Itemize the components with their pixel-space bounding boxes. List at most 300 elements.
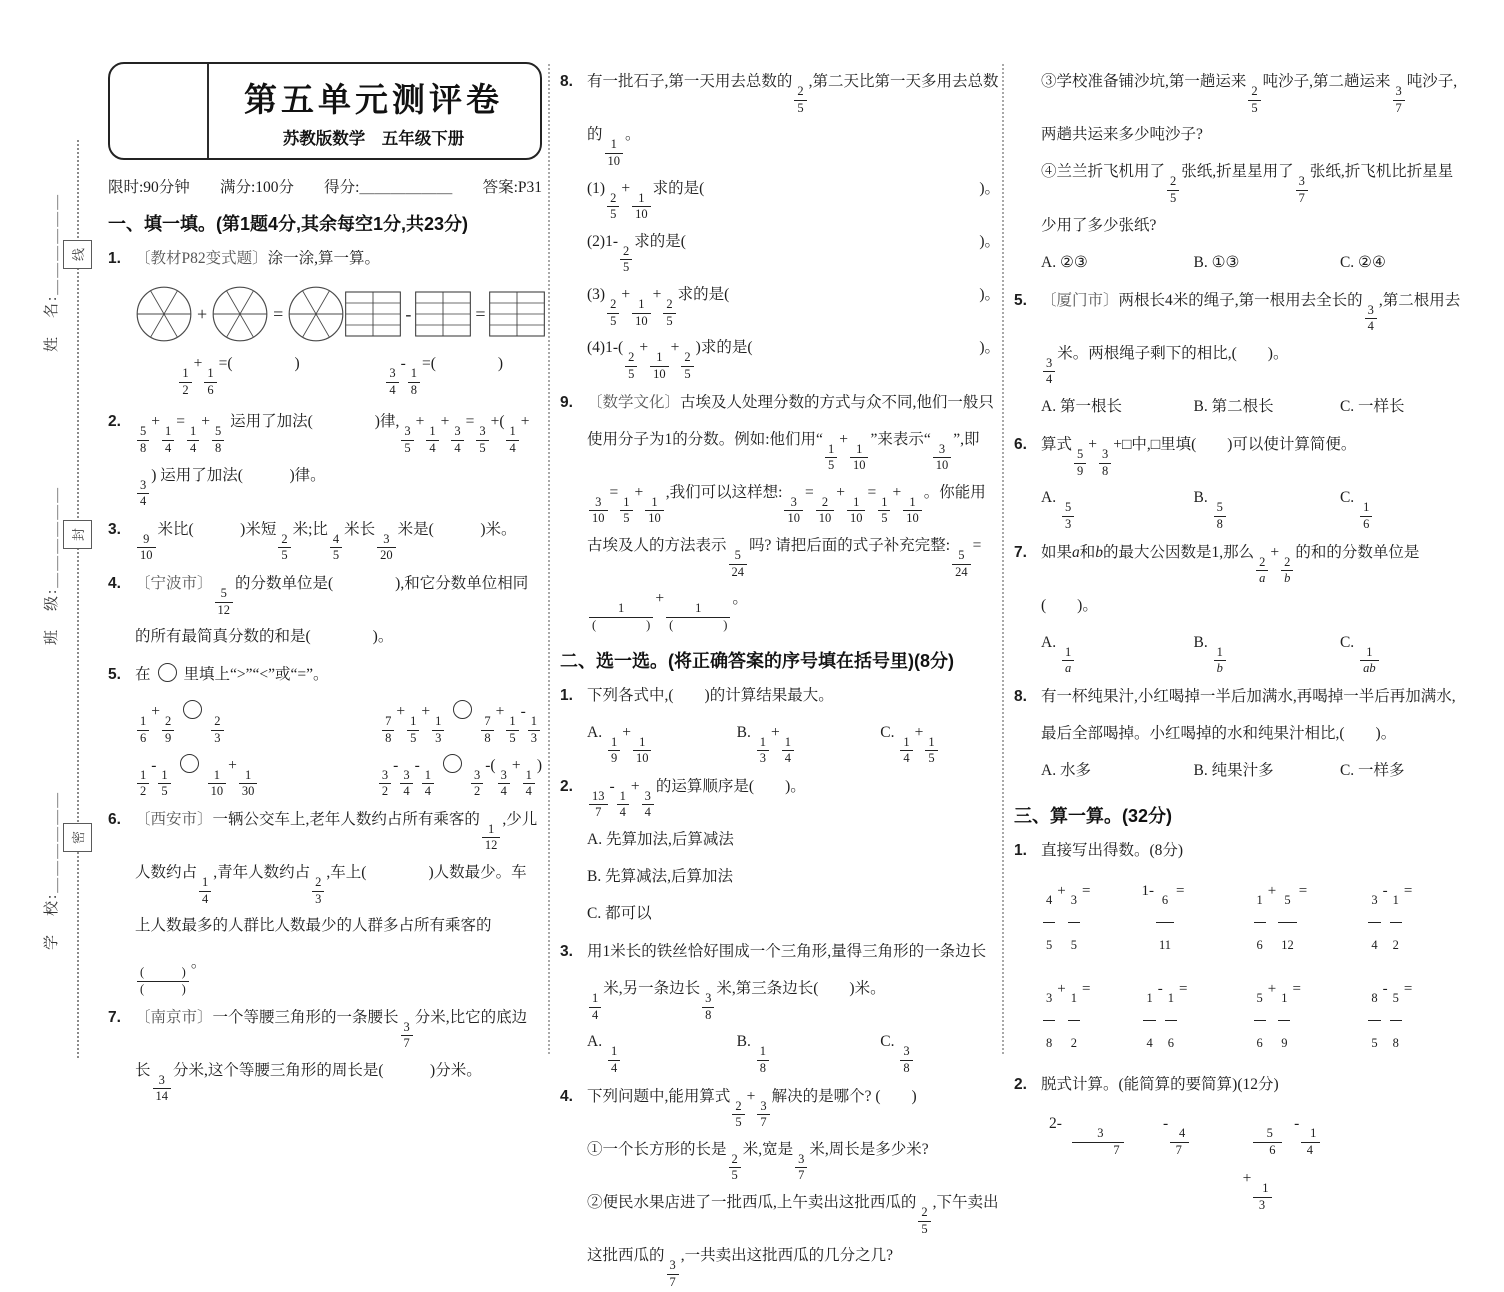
question-text: $\frac{13}{7}$ - $\frac{1}{4}$ + $\frac{3}{4}$ 的运算顺序是( )。 [587,768,1000,821]
question-number: 1. [1014,842,1027,859]
choice-question-3 [560,933,1000,1077]
fraction: $\frac{3}{4}$ [1043,356,1055,388]
question-source: 〔厦门市〕 [1041,291,1119,309]
fraction: $\frac{1}{4}$ [589,991,601,1023]
fraction: $\frac{1}{6}$ [1165,976,1177,1065]
option-c: C. $\frac{3}{8}$ [880,1023,1000,1076]
equals-sign: = [273,303,284,324]
choice-question-4 [560,1078,1000,1291]
calc-item: 1- $\frac{6}{11}$ = [1141,869,1251,967]
options-row [1041,624,1462,677]
fraction: $\frac{1}{4}$ [422,768,434,800]
question-1 [108,240,542,402]
choice-question-1 [560,677,1000,767]
question-text: $\frac{9}{10}$ 米比( )米短 $\frac{2}{5}$ 米;比 $\frac{4}{5}$ 米长 $\frac{3}{20}$ 米是( )米。 [135,511,542,564]
fraction: $\frac{1}{5}$ [878,495,890,527]
time-limit: 限时:90分钟 [108,179,190,196]
fraction: $\frac{2}{b}$ [1281,555,1293,587]
fraction: $\frac{1}{4}$ [506,424,518,456]
column-2 [560,62,1000,1292]
student-school-label: 学 校:＿＿＿＿＿＿ [44,790,60,950]
fraction: $\frac{3}{8}$ [1099,447,1111,479]
fraction: $\frac{1}{2}$ [1068,976,1080,1065]
choice-question-8 [1014,678,1462,789]
fraction: $\frac{3}{7}$ [667,1258,679,1290]
fraction: $\frac{1}{10}$ [633,735,652,767]
fraction: $\frac{7}{8}$ [382,714,394,746]
fraction: $\frac{3}{2}$ [471,768,483,800]
answer-page: 答案:P31 [482,179,542,196]
question-2 [108,403,542,510]
seal-box-feng [63,520,92,549]
question-number: 9. [560,393,573,411]
fraction: $\frac{2}{5}$ [794,84,806,116]
choice-question-4-continued [1014,63,1462,281]
seal-box-xian [63,240,92,269]
fraction: $\frac{5}{8}$ [137,424,149,456]
calc-question-2 [1014,1066,1462,1214]
blank-close: )。 [979,232,1000,250]
question-text: 直接写出得数。(8分) [1041,842,1184,859]
fraction: $\frac{5}{12}$ [1278,878,1297,967]
fraction: $\frac{1}{b}$ [1214,645,1226,677]
comparison-expression: $\frac{1}{2}$ - $\frac{1}{5}$ $\frac{1}{10}$ + $\frac{1}{30}$ [135,747,259,800]
comparison-circle [183,700,202,719]
sub-option-2: ②便民水果店进了一批西瓜,上午卖出这批西瓜的 $\frac{2}{5}$ ,下午卖出这批西瓜的 $\frac{3}{7}$ ,一共卖出这批西瓜的几分之几? [587,1194,999,1289]
fraction: $\frac{1}{( )}$ [589,601,653,633]
question-text: 古埃及人处理分数的方式与众不同,他们一般只使用分子为1的分数。例如:他们用“ $\frac{1}{5}$ + $\frac{1}{10}$ ”来表示“ $\frac{3}{10}$ ”,即 $\frac{3}{10}$ = $\frac{1}{5}$ + $\frac{1}{10}$ ,我们可以这样想: $\frac{3}{10}$ = $\frac{2}{10}$ + $\frac{1}{10}$ = $\frac{1}{5}$ + $\frac{1}{10}$ 。你能用古埃及人的方法表示 $\frac{5}{24}$ 吗? 请把后面的式子补充完整: $\frac{5}{24}$ = $\frac{1}{( )}$ + $\frac{1}{( )}$ 。 [587,393,994,632]
fraction: $\frac{3}{5}$ [401,424,413,456]
calc-item: $\frac{5}{6}$ - $\frac{1}{4}$ + $\frac{1}{3}$ [1243,1103,1329,1214]
options-row [1041,479,1462,532]
question-number: 5. [1014,291,1027,309]
question-3 [108,511,542,564]
fraction: $\frac{5}{3}$ [1062,500,1074,532]
question-text: 如果a和b的最大公因数是1,那么 $\frac{2}{a}$ + $\frac{2}{b}$ 的和的分数单位是( )。 [1041,543,1420,614]
fraction-grid-diagram [415,291,471,337]
fraction: $\frac{5}{6}$ [1254,976,1266,1065]
question-source: 〔南京市〕 [135,1008,213,1026]
option-b: B. $\frac{1}{3}$ + $\frac{1}{4}$ [737,714,881,767]
fraction: $\frac{2}{10}$ [816,495,835,527]
exam-info-row [108,175,542,197]
direct-calc-grid [1041,869,1462,1065]
fraction: $\frac{3}{8}$ [1043,976,1055,1065]
question-4 [108,565,542,655]
blank-close: )。 [979,339,1000,357]
fraction: $\frac{1}{3}$ [1253,1181,1270,1213]
option-c: C. ②④ [1339,253,1386,271]
fraction: $\frac{1}{10}$ [847,495,866,527]
question-number: 8. [1014,688,1027,705]
comparison-expression: $\frac{3}{2}$ - $\frac{3}{4}$ - $\frac{1}{4}$ $\frac{3}{2}$ -( $\frac{3}{4}$ + $\frac{1}{4}$ ) [377,747,542,800]
fraction: $\frac{1}{6}$ [1360,500,1372,532]
question-7 [108,999,542,1106]
question-number: 8. [560,73,573,90]
fraction: $\frac{4}{5}$ [330,532,342,564]
fraction: $\frac{3}{4}$ [642,789,654,821]
fraction: $\frac{8}{5}$ [1368,976,1380,1065]
student-name-label: 姓 名:＿＿＿＿＿＿ [44,192,60,352]
fraction: $\frac{3}{7}$ [795,1152,807,1184]
fraction: $\frac{3}{10}$ [589,495,608,527]
fraction: $\frac{3}{5}$ [476,424,488,456]
fraction: $\frac{1}{4}$ [900,735,912,767]
fraction: $\frac{1}{30}$ [239,768,258,800]
option-a: A. 先算加法,后算减法 [587,831,734,848]
fraction: $\frac{3}{7}$ [1064,1126,1161,1158]
fraction: $\frac{1}{6}$ [1254,878,1266,967]
fraction: $\frac{1}{12}$ [482,822,501,854]
fraction: $\frac{1}{4}$ [1301,1126,1318,1158]
option-b: B. 纯果汁多 [1193,762,1274,779]
fraction: $\frac{1}{6}$ [137,714,149,746]
calc-item: $\frac{8}{5}$ - $\frac{5}{8}$ = [1366,967,1462,1065]
comparison-circle [158,663,177,682]
sub-question-text: (1) $\frac{2}{5}$ + $\frac{1}{10}$ 求的是( [587,179,705,222]
fraction: $\frac{3}{4}$ [1368,878,1380,967]
fraction: $\frac{1}{4}$ [1143,976,1155,1065]
column-1 [108,62,542,1106]
question-number: 1. [560,686,573,704]
sub-question [587,329,1000,382]
question-text: $\frac{5}{8}$ + $\frac{1}{4}$ = $\frac{1}{4}$ + $\frac{5}{8}$ 运用了加法( )律, $\frac{3}{5}$ + $\frac{1}{4}$ + $\frac{3}{4}$ = $\frac{3}{5}$ +( $\frac{1}{4}$ + $\frac{3}{4}$ ) 运用了加法( )律。 [135,403,542,510]
option-b: B. $\frac{1}{8}$ [737,1023,881,1076]
fraction: $\frac{2}{5}$ [625,350,637,382]
fraction-circle-diagram [211,285,269,343]
fraction: $\frac{3}{14}$ [153,1073,172,1105]
calc-item: $\frac{4}{5}$ + $\frac{3}{5}$ = [1041,869,1141,967]
minus-sign: - [405,303,412,324]
fraction: $\frac{1}{4}$ [523,768,535,800]
question-text: 算式 $\frac{5}{9}$ + $\frac{3}{8}$ +□中,□里填( )可以使计算简便。 [1041,436,1357,478]
fraction: $\frac{5}{24}$ [952,548,971,580]
fraction-diagrams [135,285,545,343]
fraction: $\frac{6}{11}$ [1156,878,1174,967]
options-row [587,1023,1000,1076]
score-blank: 得分:＿＿＿＿＿＿ [324,179,453,196]
fraction: $\frac{3}{4}$ [498,768,510,800]
fraction: $\frac{5}{24}$ [729,548,748,580]
fraction: $\frac{1}{4}$ [187,424,199,456]
fraction: $\frac{2}{5}$ [607,297,619,329]
question-source: 〔西安市〕 [135,810,213,828]
question-text: 在 里填上“>”“<”或“=”。 [135,656,542,693]
equation-blank: $\frac{3}{4}$ - $\frac{1}{8}$ =( ) [384,345,503,398]
fraction: $\frac{1}{2}$ [137,768,149,800]
comparison-circle [453,700,472,719]
fraction: $\frac{1}{5}$ [620,495,632,527]
fraction: $\frac{2}{5}$ [663,297,675,329]
fraction: $\frac{1}{10}$ [208,768,227,800]
paper-title: 第五单元测评卷 [244,80,503,118]
fraction: $\frac{3}{8}$ [900,1044,912,1076]
fraction: $\frac{2}{5}$ [918,1205,930,1237]
question-text: 有一杯纯果汁,小红喝掉一半后加满水,再喝掉一半后再加满水,最后全部喝掉。小红喝掉的水和纯果汁相比,( )。 [1041,688,1456,742]
comparison-expression: $\frac{1}{6}$ + $\frac{2}{9}$ $\frac{2}{3}$ [135,693,226,746]
option-c: C. $\frac{1}{6}$ [1340,479,1462,532]
comparison-circle [443,754,462,773]
seal-char: 线 [70,247,86,262]
fraction-circle-diagram [287,285,345,343]
section-3-heading: 三、算一算。(32分) [1014,806,1173,826]
fraction: $\frac{1}{2}$ [1390,878,1402,967]
choice-question-7 [1014,534,1462,678]
blank-close: )。 [979,179,1000,197]
question-9 [560,384,1000,634]
fraction: $\frac{3}{8}$ [702,991,714,1023]
fraction: $\frac{3}{4}$ [400,768,412,800]
options-row [587,714,1000,767]
question-6 [108,801,542,998]
calc-item: $\frac{1}{6}$ + $\frac{5}{12}$ = [1252,869,1367,967]
option-c: C. $\frac{1}{4}$ + $\frac{1}{5}$ [880,714,1000,767]
question-source: 〔数学文化〕 [587,393,681,411]
fraction: $\frac{1}{4}$ [608,1044,620,1076]
fraction-grid-diagram [489,291,545,337]
fraction: $\frac{2}{3}$ [211,714,223,746]
score-cell-divider [207,64,209,158]
section-2-heading: 二、选一选。(将正确答案的序号填在括号里)(8分) [560,650,954,671]
question-number: 6. [108,810,121,828]
fraction: $\frac{5}{8}$ [212,424,224,456]
fraction: $\frac{( )}{( )}$ [137,965,189,997]
calc-item: $\frac{1}{4}$ - $\frac{1}{6}$ = [1141,967,1251,1065]
fraction: $\frac{2}{5}$ [1248,84,1260,116]
question-number: 6. [1014,436,1027,453]
question-number: 4. [108,575,121,592]
fraction: $\frac{1}{3}$ [432,714,444,746]
fraction: $\frac{1}{10}$ [632,191,651,223]
fraction: $\frac{1}{9}$ [1278,976,1290,1065]
option-a: A. ②③ [1041,253,1088,271]
sub-option-3: ③学校准备铺沙坑,第一趟运来 $\frac{2}{5}$ 吨沙子,第二趟运来 $\frac{3}{7}$ 吨沙子,两趟共运来多少吨沙子? [1041,73,1458,144]
question-text: 一辆公交车上,老年人数约占所有乘客的 $\frac{1}{12}$ ,少儿人数约占 $\frac{1}{4}$ ,青年人数约占 $\frac{2}{3}$ ,车上( )人数最少。车上人数最多的人群比人数最少的人群多占所有乘客的 $\frac{( )}{( )}$ 。 [135,810,538,996]
fraction: $\frac{3}{7}$ [401,1020,413,1052]
fraction: $\frac{1}{10}$ [850,442,869,474]
sub-option-4: ④兰兰折飞机用了 $\frac{2}{5}$ 张纸,折星星用了 $\frac{3}{7}$ 张纸,折飞机比折星星少用了多少张纸? [1041,163,1454,234]
comparison-circle [180,754,199,773]
options-row [1041,244,1462,281]
question-text: 有一批石子,第一天用去总数的 $\frac{2}{5}$ ,第二天比第一天多用去总数的 $\frac{1}{10}$ 。 [587,73,999,168]
fraction: $\frac{1}{10}$ [605,137,624,169]
title-box [108,62,542,160]
fraction: $\frac{1}{10}$ [645,495,664,527]
sub-question-text: (4)1-( $\frac{2}{5}$ + $\frac{1}{10}$ + $\frac{2}{5}$ )求的是( [587,339,753,381]
fraction: $\frac{4}{5}$ [1043,878,1055,967]
fraction: $\frac{1}{10}$ [903,495,922,527]
fraction: $\frac{5}{9}$ [1074,447,1086,479]
option-a: A. $\frac{1}{4}$ [587,1023,737,1076]
question-number: 5. [108,666,121,684]
seal-fold-dotted-line [77,140,79,1058]
full-score: 满分:100分 [219,179,294,196]
calc-item: $\frac{3}{8}$ + $\frac{1}{2}$ = [1041,967,1141,1065]
plus-sign: + [197,303,208,324]
fraction: $\frac{2}{5}$ [1167,174,1179,206]
fraction: $\frac{13}{7}$ [589,789,608,821]
fraction: $\frac{3}{4}$ [137,478,149,510]
option-a: A. $\frac{1}{a}$ [1041,624,1194,677]
fraction: $\frac{1}{8}$ [757,1044,769,1076]
question-text: 用1米长的铁丝恰好围成一个三角形,量得三角形的一条边长 $\frac{1}{4}$ 米,另一条边长 $\frac{3}{8}$ 米,第三条边长( )米。 [587,943,987,1022]
question-source: 〔教材P82变式题〕 [135,250,268,267]
sub-question-text: (2)1- $\frac{2}{5}$ 求的是( [587,232,686,275]
question-text: 下列问题中,能用算式 $\frac{2}{5}$ + $\frac{3}{7}$ 解决的是哪个? ( ) [587,1087,917,1130]
option-b: B. 第二根长 [1193,398,1274,415]
seal-char: 封 [70,527,86,542]
fraction: $\frac{2}{5}$ [681,350,693,382]
fraction: $\frac{1}{4}$ [199,875,211,907]
fraction: $\frac{2}{5}$ [732,1099,744,1131]
calc-item: $\frac{3}{4}$ - $\frac{1}{2}$ = [1366,869,1462,967]
question-number: 4. [560,1087,573,1105]
question-number: 2. [108,413,121,431]
question-text: 涂一涂,算一算。 [267,250,381,267]
fraction: $\frac{2}{9}$ [162,714,174,746]
fraction: $\frac{2}{3}$ [312,875,324,907]
student-class-label: 班 级:＿＿＿＿＿＿ [44,485,60,645]
fraction: $\frac{1}{5}$ [506,714,518,746]
option-a: A. 水多 [1041,762,1091,779]
question-number-spacer [1014,63,1041,281]
fraction: $\frac{1}{4}$ [617,789,629,821]
calc-item: $\frac{5}{6}$ + $\frac{1}{9}$ = [1252,967,1367,1065]
blank-close: )。 [979,286,1000,303]
fraction: $\frac{1}{8}$ [408,366,420,398]
fraction-grid-diagram [345,291,401,337]
fraction: $\frac{1}{3}$ [528,714,540,746]
fraction: $\frac{1}{ab}$ [1360,645,1379,677]
circle-diagram-group [135,285,345,343]
fraction: $\frac{3}{10}$ [933,442,952,474]
choice-question-2 [560,768,1000,932]
option-c: C. 都可以 [587,905,652,922]
sub-question-text: (3) $\frac{2}{5}$ + $\frac{1}{10}$ + $\frac{2}{5}$ 求的是( [587,286,730,328]
question-number: 2. [560,777,573,795]
fraction: $\frac{5}{8}$ [1214,500,1226,532]
question-text: 两根长4米的绳子,第一根用去全长的 $\frac{3}{4}$ ,第二根用去 $\frac{3}{4}$ 米。两根绳子剩下的相比,( )。 [1041,292,1460,362]
fraction: $\frac{3}{4}$ [386,366,398,398]
equals-sign: = [475,303,486,324]
fraction: $\frac{1}{5}$ [158,768,170,800]
option-c: C. 一样长 [1339,398,1405,415]
fraction: $\frac{1}{9}$ [608,735,620,767]
fraction: $\frac{3}{4}$ [1365,303,1377,335]
fraction: $\frac{4}{7}$ [1170,1126,1187,1158]
fraction: $\frac{1}{10}$ [650,350,669,382]
fraction: $\frac{2}{a}$ [1256,555,1268,587]
question-text: 脱式计算。(能简算的要简算)(12分) [1041,1076,1279,1093]
grid-diagram-group [345,291,545,337]
fraction-circle-diagram [135,285,193,343]
fraction: $\frac{2}{5}$ [278,532,290,564]
paper-subtitle: 苏教版数学 五年级下册 [282,129,465,148]
seal-char: 密 [70,830,86,845]
offset-calc-row [1041,1103,1462,1214]
sub-question [587,276,1000,329]
sub-question [587,170,1000,223]
column-separator [1002,64,1004,1054]
fraction: $\frac{2}{5}$ [607,191,619,223]
fraction: $\frac{2}{5}$ [620,244,632,276]
option-b: B. 先算减法,后算加法 [587,868,733,885]
fraction: $\frac{3}{2}$ [379,768,391,800]
question-8 [560,63,1000,383]
fraction: $\frac{3}{4}$ [451,424,463,456]
fraction: $\frac{1}{5}$ [407,714,419,746]
comparison-row [135,693,542,746]
fraction: $\frac{3}{5}$ [1068,878,1080,967]
options-row [1041,388,1462,425]
question-text: 下列各式中,( )的计算结果最大。 [587,686,834,704]
choice-question-6 [1014,426,1462,533]
fraction: $\frac{1}{a}$ [1062,645,1074,677]
question-number: 3. [560,943,573,960]
calc-item: 2- $\frac{3}{7}$ - $\frac{4}{7}$ [1041,1103,1243,1214]
fraction: $\frac{5}{6}$ [1245,1126,1292,1158]
fraction: $\frac{1}{4}$ [782,735,794,767]
fraction: $\frac{2}{5}$ [729,1152,741,1184]
fraction: $\frac{1}{2}$ [179,366,191,398]
equation-blank: $\frac{1}{2}$ + $\frac{1}{6}$ =( ) [177,345,299,398]
sub-option-1: ①一个长方形的长是 $\frac{2}{5}$ 米,宽是 $\frac{3}{7}$ 米,周长是多少米? [587,1140,929,1183]
section-1-heading: 一、填一填。(第1题4分,其余每空1分,共23分) [108,214,469,234]
question-number: 3. [108,520,121,538]
fraction: $\frac{1}{3}$ [757,735,769,767]
fraction: $\frac{1}{6}$ [204,366,216,398]
fraction: $\frac{1}{4}$ [162,424,174,456]
fraction: $\frac{3}{7}$ [757,1099,769,1131]
option-c: C. 一样多 [1339,762,1405,779]
option-b: B. $\frac{1}{b}$ [1194,624,1340,677]
sub-question [587,223,1000,276]
question-number: 1. [108,250,121,267]
fraction: $\frac{3}{20}$ [377,532,396,564]
fraction: $\frac{1}{5}$ [825,442,837,474]
option-b: B. $\frac{5}{8}$ [1194,479,1340,532]
fraction: $\frac{9}{10}$ [137,532,156,564]
fraction: $\frac{5}{8}$ [1390,976,1402,1065]
comparison-expression: $\frac{7}{8}$ + $\frac{1}{5}$ + $\frac{1}{3}$ $\frac{7}{8}$ + $\frac{1}{5}$ - $\frac{1}{3}$ [380,693,542,746]
option-a: A. $\frac{1}{9}$ + $\frac{1}{10}$ [587,714,737,767]
choice-question-5 [1014,282,1462,426]
calc-question-1 [1014,832,1462,1065]
question-text: 一个等腰三角形的一条腰长 $\frac{3}{7}$ 分米,比它的底边长 $\frac{3}{14}$ 分米,这个等腰三角形的周长是( )分米。 [135,1008,528,1104]
option-b: B. ①③ [1193,253,1240,271]
column-separator [548,64,550,1054]
fraction: $\frac{7}{8}$ [481,714,493,746]
fraction: $\frac{3}{7}$ [1296,174,1308,206]
column-3 [1014,62,1462,1215]
fraction: $\frac{3}{7}$ [1393,84,1405,116]
question-number: 7. [108,1008,121,1026]
comparison-row [135,747,542,800]
fraction: $\frac{1}{( )}$ [666,601,730,633]
option-a: A. $\frac{5}{3}$ [1041,479,1194,532]
option-c: C. $\frac{1}{ab}$ [1340,624,1462,677]
option-a: A. 第一根长 [1041,398,1122,415]
fraction: $\frac{1}{10}$ [632,297,651,329]
question-number: 2. [1014,1076,1027,1093]
fraction: $\frac{5}{12}$ [215,586,234,618]
question-source: 〔宁波市〕 [135,575,213,592]
question-5 [108,656,542,800]
seal-box-mi [63,823,92,852]
options-row [1041,752,1462,789]
fraction: $\frac{1}{4}$ [426,424,438,456]
fraction: $\frac{3}{10}$ [784,495,803,527]
